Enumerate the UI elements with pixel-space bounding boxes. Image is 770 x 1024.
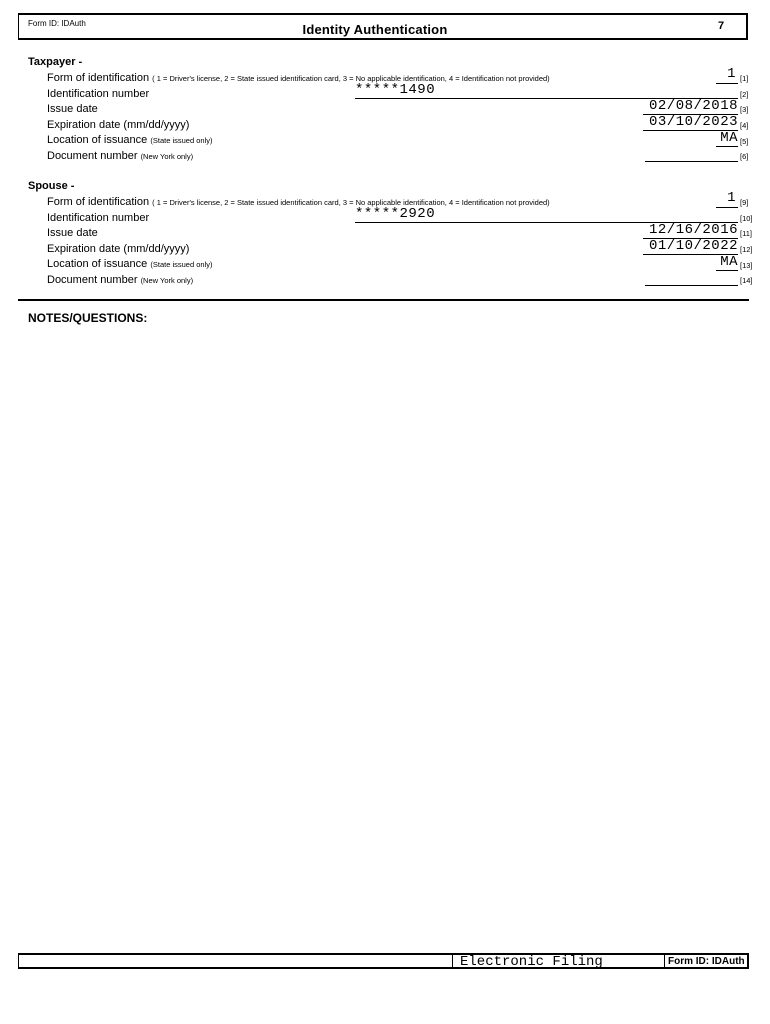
taxpayer-location-value: MA xyxy=(720,130,738,146)
section-divider xyxy=(18,299,749,301)
taxpayer-form-of-id-note: ( 1 = Driver's license, 2 = State issued identification card, 3 = No applicable identification, 4 = Identification not provided) xyxy=(152,74,550,83)
notes-area[interactable] xyxy=(28,330,748,940)
spouse-form-of-id-note: ( 1 = Driver's license, 2 = State issued identification card, 3 = No applicable identification, 4 = Identification not provided) xyxy=(152,198,550,207)
spouse-exp-date-field[interactable] xyxy=(643,239,738,255)
spouse-doc-number-tag: [14] xyxy=(740,276,753,285)
page-title: Identity Authentication xyxy=(302,22,448,37)
spouse-doc-number-label-text: Document number xyxy=(47,274,138,286)
taxpayer-form-of-id-label-text: Form of identification xyxy=(47,72,150,84)
spouse-form-of-id-label-text: Form of identification xyxy=(47,196,150,208)
taxpayer-doc-number-note: (New York only) xyxy=(140,152,194,161)
taxpayer-doc-number-label xyxy=(47,150,193,162)
taxpayer-location-label xyxy=(47,134,212,146)
taxpayer-issue-date-value: 02/08/2018 xyxy=(648,98,738,114)
taxpayer-exp-date-field[interactable] xyxy=(643,115,738,131)
spouse-location-note: (State issued only) xyxy=(150,260,213,269)
spouse-doc-number-note: (New York only) xyxy=(140,276,194,285)
spouse-id-number-field[interactable] xyxy=(355,208,738,223)
spouse-doc-number-label xyxy=(47,274,193,286)
spouse-exp-date-label: Expiration date (mm/dd/yyyy) xyxy=(47,243,190,255)
spouse-id-number-label: Identification number xyxy=(47,212,150,224)
taxpayer-id-number-tag: [2] xyxy=(740,90,749,99)
spouse-location-tag: [13] xyxy=(740,261,753,270)
spouse-issue-date-tag: [11] xyxy=(740,229,752,238)
taxpayer-doc-number-label-text: Document number xyxy=(47,150,138,162)
page-number: 7 xyxy=(718,20,725,32)
taxpayer-location-label-text: Location of issuance xyxy=(47,134,148,146)
spouse-id-number-tag: [10] xyxy=(740,214,753,223)
taxpayer-exp-date-label: Expiration date (mm/dd/yyyy) xyxy=(47,119,190,131)
taxpayer-location-note: (State issued only) xyxy=(150,136,213,145)
taxpayer-issue-date-field[interactable] xyxy=(643,99,738,115)
taxpayer-exp-date-value: 03/10/2023 xyxy=(648,114,738,130)
spouse-heading: Spouse - xyxy=(28,180,75,192)
footer-electronic-filing: Electronic Filing xyxy=(460,954,603,970)
taxpayer-heading: Taxpayer - xyxy=(28,56,83,68)
spouse-form-of-id-field[interactable] xyxy=(716,192,738,208)
spouse-location-value: MA xyxy=(720,254,738,270)
taxpayer-form-of-id-field[interactable] xyxy=(716,68,738,84)
taxpayer-form-of-id-tag: [1] xyxy=(740,74,749,83)
spouse-exp-date-tag: [12] xyxy=(740,245,753,254)
taxpayer-issue-date-tag: [3] xyxy=(740,105,749,114)
spouse-id-number-value: *****2920 xyxy=(355,206,436,222)
notes-heading: NOTES/QUESTIONS: xyxy=(28,311,148,325)
spouse-location-field[interactable] xyxy=(716,255,738,271)
taxpayer-id-number-value: *****1490 xyxy=(355,82,436,98)
spouse-location-label xyxy=(47,258,212,270)
spouse-issue-date-value: 12/16/2016 xyxy=(648,222,738,238)
taxpayer-location-field[interactable] xyxy=(716,131,738,147)
taxpayer-doc-number-tag: [6] xyxy=(740,152,749,161)
spouse-form-of-id-tag: [9] xyxy=(740,198,749,207)
spouse-exp-date-value: 01/10/2022 xyxy=(648,238,738,254)
spouse-location-label-text: Location of issuance xyxy=(47,258,148,270)
form-id-header: Form ID: IDAuth xyxy=(28,19,86,28)
spouse-issue-date-label: Issue date xyxy=(47,227,98,239)
footer-form-id: Form ID: IDAuth xyxy=(668,956,745,967)
spouse-doc-number-field[interactable] xyxy=(645,270,738,286)
spouse-form-of-id-label xyxy=(47,196,550,208)
taxpayer-id-number-field[interactable] xyxy=(355,84,738,99)
taxpayer-location-tag: [5] xyxy=(740,137,749,146)
taxpayer-form-of-id-value: 1 xyxy=(727,66,736,82)
taxpayer-doc-number-field[interactable] xyxy=(645,146,738,162)
taxpayer-exp-date-tag: [4] xyxy=(740,121,749,130)
spouse-issue-date-field[interactable] xyxy=(643,223,738,239)
taxpayer-issue-date-label: Issue date xyxy=(47,103,98,115)
spouse-form-of-id-value: 1 xyxy=(727,190,736,206)
taxpayer-id-number-label: Identification number xyxy=(47,88,150,100)
taxpayer-form-of-id-label xyxy=(47,72,550,84)
